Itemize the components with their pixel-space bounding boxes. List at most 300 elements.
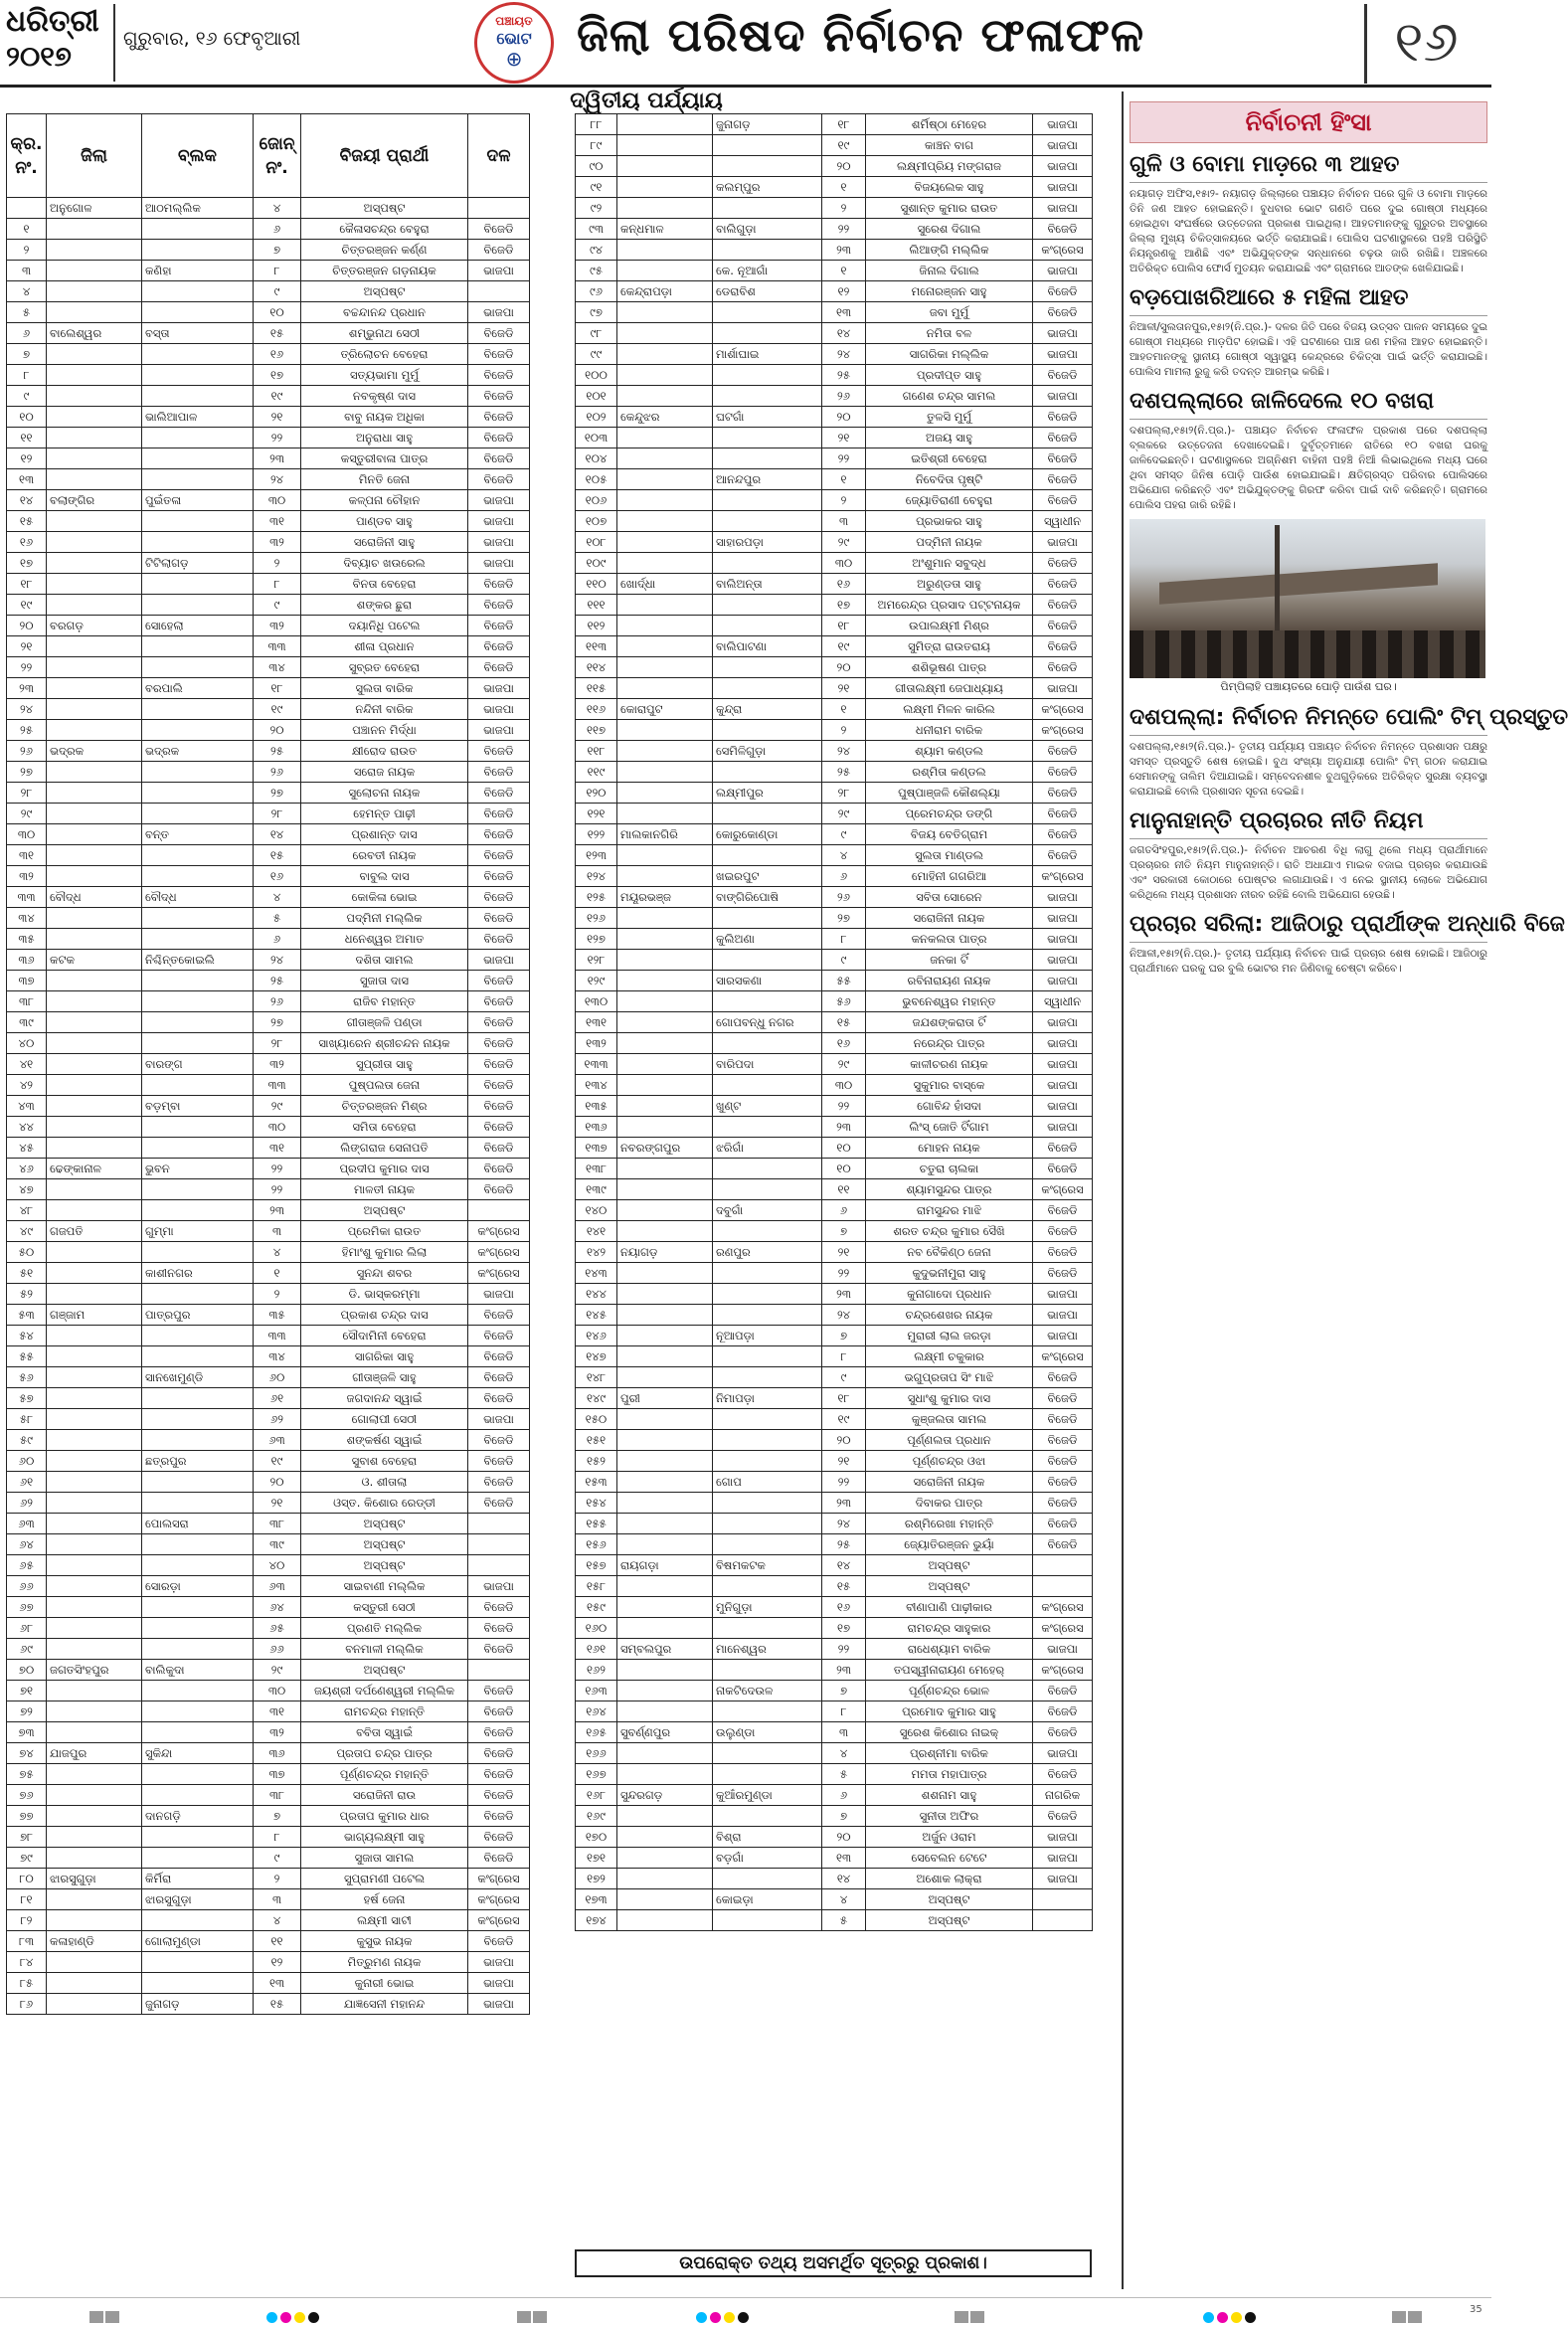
table-row [7, 469, 530, 490]
party-cell: ବିଜେଡି [468, 929, 530, 950]
winner-cell: ତୁଳସି ମୁର୍ମୁ [866, 407, 1033, 428]
table-row [7, 1200, 530, 1221]
winner-cell: ନନ୍ଦିନୀ ବାରିକ [301, 699, 468, 720]
block-cell: ବାଲିପାଟଣା [713, 636, 822, 657]
serial-cell: ୧୦୭ [576, 511, 617, 532]
winner-cell: ସୁଜାତା ସାମଲ [301, 1848, 468, 1869]
district-cell [47, 1200, 142, 1221]
party-cell: ଭାଜପା [468, 1994, 530, 2015]
party-cell: ଭାଜପା [1033, 156, 1093, 177]
zone-cell: ୨୦ [822, 156, 866, 177]
party-cell: ଭାଜପା [468, 720, 530, 741]
winner-cell: ଅସ୍ପଷ୍ଟ [301, 1200, 468, 1221]
winner-cell: ରାମଚନ୍ଦ୍ର ସାହୁକାର [866, 1618, 1033, 1639]
zone-cell: ୨୧ [822, 678, 866, 699]
zone-cell: ୨ [822, 490, 866, 511]
district-cell [617, 991, 713, 1012]
block-cell [142, 657, 254, 678]
district-cell: କଳାହାଣ୍ଡି [47, 1931, 142, 1952]
block-cell [142, 219, 254, 240]
zone-cell: ୬୬ [254, 1639, 301, 1660]
block-cell: ଦାନଗଡ଼ି [142, 1806, 254, 1827]
district-cell [617, 365, 713, 386]
table-row [7, 1764, 530, 1785]
winner-cell: ବବିତା ସ୍ୱାଇଁ [301, 1722, 468, 1743]
zone-cell: ୪୦ [254, 1555, 301, 1576]
district-cell: ମୟୂରଭଞ୍ଜ [617, 887, 713, 908]
winner-cell: ଅସ୍ପଷ୍ଟ [301, 281, 468, 302]
winner-cell: ଲକ୍ଷ୍ମୀ ସାଟୀ [301, 1910, 468, 1931]
serial-cell: ୧୬୧ [576, 1639, 617, 1660]
winner-cell: ଓ. ଶୀତାଲା [301, 1472, 468, 1493]
party-cell [1033, 1576, 1093, 1597]
serial-cell: ୪ [7, 281, 47, 302]
winner-cell: ଅଜୟ ସାହୁ [866, 428, 1033, 448]
winner-cell: ପ୍ରତାପ କୁମାର ଧାର [301, 1806, 468, 1827]
zone-cell: ୧୮ [822, 1388, 866, 1409]
table-row [576, 1388, 1093, 1409]
serial-cell: ୧୨୩ [576, 845, 617, 866]
zone-cell: ୨୫ [822, 762, 866, 783]
block-cell: କୋରୁକୋଣ୍ଡା [713, 824, 822, 845]
district-cell [617, 177, 713, 198]
serial-cell: ୧୭୨ [576, 1869, 617, 1889]
zone-cell: ୮ [822, 1701, 866, 1722]
table-row [576, 1367, 1093, 1388]
block-cell [713, 1430, 822, 1451]
table-row [7, 1701, 530, 1722]
serial-cell: ୧୫୧ [576, 1430, 617, 1451]
winner-cell: ପ୍ରଣତି ମଲ୍ଲିକ [301, 1618, 468, 1639]
winner-cell: ପ୍ରଦୀପ କୁମାର ଦାସ [301, 1159, 468, 1179]
zone-cell: ୧୮ [822, 616, 866, 636]
table-row [576, 1555, 1093, 1576]
block-cell: ବାଲିଗୁଡ଼ା [713, 219, 822, 240]
winner-cell: ତ୍ରିଲୋଚନ ବେହେରା [301, 344, 468, 365]
party-cell: ଭାଜପା [1033, 1326, 1093, 1346]
serial-cell: ୧୨୨ [576, 824, 617, 845]
serial-cell: ୫୧ [7, 1263, 47, 1284]
winner-cell: ସାଖ୍ୟାରେନ ଶ୍ରୀଚନ୍ଦନ ନାୟକ [301, 1033, 468, 1054]
party-cell: ବିଜେଡି [468, 240, 530, 261]
table-row [7, 991, 530, 1012]
zone-cell: ୮ [254, 574, 301, 595]
block-cell [142, 1242, 254, 1263]
district-cell [47, 1451, 142, 1472]
party-cell: ବିଜେଡି [1033, 1263, 1093, 1284]
block-cell: ସାହାରପଡ଼ା [713, 532, 822, 553]
block-cell: ପୁଇଁତଳା [142, 490, 254, 511]
winner-cell: ପୂର୍ଣ୍ଣଚନ୍ଦ୍ର ଓଝା [866, 1451, 1033, 1472]
party-cell: ବିଜେଡି [468, 616, 530, 636]
winner-cell: କୈଳାସଚନ୍ଦ୍ର ବେହୁରା [301, 219, 468, 240]
district-cell [617, 1263, 713, 1284]
district-cell [617, 741, 713, 762]
block-cell [142, 365, 254, 386]
zone-cell: ୨୦ [822, 1827, 866, 1848]
serial-cell: ୯୦ [576, 156, 617, 177]
winner-cell: ଲିଆଙ୍ଗି ମଲ୍ଲିକ [866, 240, 1033, 261]
party-cell [468, 1200, 530, 1221]
zone-cell: ୨୧ [822, 428, 866, 448]
district-cell [617, 1346, 713, 1367]
block-cell [713, 1179, 822, 1200]
serial-cell: ୨୫ [7, 720, 47, 741]
block-cell: ଭୁବନ [142, 1159, 254, 1179]
party-cell: ବିଜେଡି [1033, 1200, 1093, 1221]
district-cell [47, 1722, 142, 1743]
party-cell: ବିଜେଡି [468, 971, 530, 991]
zone-cell: ୧ [254, 1263, 301, 1284]
zone-cell: ୯ [254, 281, 301, 302]
party-cell: ବିଜେଡି [1033, 469, 1093, 490]
block-cell [713, 1346, 822, 1367]
zone-cell: ୧୦ [254, 302, 301, 323]
winner-cell: ପ୍ରତାପ ଚନ୍ଦ୍ର ପାତ୍ର [301, 1743, 468, 1764]
party-cell: ବିଜେଡି [468, 1367, 530, 1388]
district-cell [47, 1263, 142, 1284]
zone-cell: ୧ [822, 469, 866, 490]
serial-cell: ୪୮ [7, 1200, 47, 1221]
table-row [7, 1973, 530, 1994]
district-cell [617, 845, 713, 866]
table-row [7, 678, 530, 699]
zone-cell: ୬ [822, 1200, 866, 1221]
serial-cell: ୫୨ [7, 1284, 47, 1305]
winner-cell: ବିଜୟଲେକ ସାହୁ [866, 177, 1033, 198]
serial-cell: ୨୨ [7, 657, 47, 678]
serial-cell: ୫୮ [7, 1409, 47, 1430]
winner-cell: ଜବା ମୁର୍ମୁ [866, 302, 1033, 323]
winner-cell: ମିନତି ଜେନା [301, 469, 468, 490]
table-row [7, 1534, 530, 1555]
serial-cell: ୧୩୯ [576, 1179, 617, 1200]
registration-marks [89, 2308, 121, 2320]
story-headline: ପ୍ରଚାର ସରିଲା: ଆଜିଠାରୁ ପ୍ରାର୍ଥୀଙ୍କ ଅନ୍ଧାରି ବିଜେ [1130, 911, 1487, 943]
party-cell: କଂଗ୍ରେସ [1033, 1660, 1093, 1681]
serial-cell: ୧୪୮ [576, 1367, 617, 1388]
party-cell: ବିଜେଡି [468, 1493, 530, 1514]
winner-cell: ଇତିଶ୍ରୀ ବେହେରା [866, 448, 1033, 469]
serial-cell: ୪୦ [7, 1033, 47, 1054]
serial-cell: ୧୪୬ [576, 1326, 617, 1346]
district-cell [617, 1534, 713, 1555]
table-row [576, 407, 1093, 428]
logo-main-text: ଭୋଟ [496, 29, 532, 48]
zone-cell: ୩୦ [254, 1117, 301, 1138]
serial-cell: ୩ [7, 261, 47, 281]
district-cell [617, 1367, 713, 1388]
zone-cell: ୨୧ [254, 1493, 301, 1514]
party-cell: ବିଜେଡି [468, 824, 530, 845]
block-cell: ବାଲିଅନ୍ତା [713, 574, 822, 595]
serial-cell: ୪୯ [7, 1221, 47, 1242]
winner-cell: କାଞ୍ଚନ ବାଗ [866, 135, 1033, 156]
table-row [7, 1138, 530, 1159]
party-cell: ଭାଜପା [1033, 1096, 1093, 1117]
serial-cell: ୩୨ [7, 866, 47, 887]
district-cell: ଗଞ୍ଜାମ [47, 1305, 142, 1326]
winner-cell: ଜୟଶ୍ରୀ ଦର୍ପଣେଶ୍ୱରୀ ମଲ୍ଲିକ [301, 1681, 468, 1701]
serial-cell: ୧୧୨ [576, 616, 617, 636]
block-cell [142, 1033, 254, 1054]
block-cell [142, 1952, 254, 1973]
district-cell [47, 553, 142, 574]
block-cell: କୁଆଁରମୁଣ୍ଡା [713, 1785, 822, 1806]
winner-cell: ସୁଜାତା ଦାସ [301, 971, 468, 991]
zone-cell: ୧୫ [254, 323, 301, 344]
party-cell: ବିଜେଡି [468, 1848, 530, 1869]
zone-cell: ୫ [822, 1764, 866, 1785]
zone-cell: ୪ [254, 1910, 301, 1931]
winner-cell: ସବିତା ସୋରେନ [866, 887, 1033, 908]
serial-cell: ୧୧୮ [576, 741, 617, 762]
party-cell: କଂଗ୍ରେସ [1033, 1179, 1093, 1200]
block-cell [713, 1263, 822, 1284]
serial-cell: ୯୧ [576, 177, 617, 198]
zone-cell: ୫ [822, 1910, 866, 1931]
block-cell [142, 720, 254, 741]
block-cell [142, 1388, 254, 1409]
winner-cell: ରବିନାରାୟଣ ନାୟକ [866, 971, 1033, 991]
table-row [7, 1117, 530, 1138]
table-row [576, 574, 1093, 595]
winner-cell: କୁସୁଭ ନାୟକ [301, 1931, 468, 1952]
district-cell [47, 1472, 142, 1493]
block-cell [713, 991, 822, 1012]
table-row [576, 198, 1093, 219]
serial-cell: ୪୧ [7, 1054, 47, 1075]
serial-cell: ୫୬ [7, 1367, 47, 1388]
serial-cell: ୭୯ [7, 1848, 47, 1869]
serial-cell: ୯୩ [576, 219, 617, 240]
serial-cell: ୮୬ [7, 1994, 47, 2015]
table-row [576, 1743, 1093, 1764]
block-cell [142, 991, 254, 1012]
table-row [7, 490, 530, 511]
serial-cell: ୯୮ [576, 323, 617, 344]
serial-cell: ୧୩୨ [576, 1033, 617, 1054]
zone-cell: ୨୬ [822, 386, 866, 407]
district-cell [617, 971, 713, 991]
zone-cell: ୨୫ [822, 1534, 866, 1555]
party-cell: ଭାଜପା [468, 699, 530, 720]
serial-cell: ୧୨୬ [576, 908, 617, 929]
block-cell [142, 1639, 254, 1660]
winner-cell: ଶୀଳା ପ୍ରଧାନ [301, 636, 468, 657]
table-row [576, 866, 1093, 887]
serial-cell: ୧୩୪ [576, 1075, 617, 1096]
block-cell: ସୁକିନ୍ଦା [142, 1743, 254, 1764]
district-cell [47, 1012, 142, 1033]
party-cell: ବିଜେଡି [468, 386, 530, 407]
block-cell [142, 1200, 254, 1221]
district-cell [47, 1388, 142, 1409]
table-row [7, 1597, 530, 1618]
block-cell: କାଶୀନଗର [142, 1263, 254, 1284]
district-cell [47, 845, 142, 866]
table-row [7, 699, 530, 720]
table-row [7, 1493, 530, 1514]
winner-cell: ନମିତା ବଳ [866, 323, 1033, 344]
story-body: ଦଶପଲ୍ଲା,୧୫ା୨(ନି.ପ୍ର.)- ପଞ୍ଚାୟତ ନିର୍ବାଚନ ଫଳାଫଳ ପ୍ରକାଶ ପରେ ଦଶପଲ୍ଲା ବ୍ଲକରେ ଉତ୍ତେଜନା ଦେଖାଦେଇଛି। ଦୁର୍ବୃତ୍ତମାନେ ରାତିରେ ୧୦ ବଖରା ଘରକୁ ଜାଳିଦେଇଛନ୍ତି। ଘଟଣାସ୍ଥଳରେ ଅଗ୍ନିଶମ ବାହିନୀ ପହଞ୍ଚି ନିଆଁ ଲିଭାଇଥିଲେ ମଧ୍ୟ ଘରେ ଥିବା ସମସ୍ତ ଜିନିଷ ପୋଡ଼ି ପାଉଁଶ ହୋଇଯାଇଛି। କ୍ଷତିଗ୍ରସ୍ତ ପରିବାର ପୋଲିସରେ ଅଭିଯୋଗ କରିଛନ୍ତି ଏବଂ ଅଭିଯୁକ୍ତଙ୍କୁ ଗିରଫ କରିବା ପାଇଁ ଦାବି କରିଛନ୍ତି। ଗ୍ରାମରେ ପୋଲିସ ପହରା ଜାରି ରହିଛି। [1130, 425, 1487, 511]
winner-cell: ପାଣ୍ଡବ ସାହୁ [301, 511, 468, 532]
table-row [7, 1722, 530, 1743]
district-cell [47, 1597, 142, 1618]
block-cell [713, 1618, 822, 1639]
zone-cell: ୨୨ [254, 1159, 301, 1179]
serial-cell: ୧୫ [7, 511, 47, 532]
winner-cell: ସୁନନ୍ଦା ଶବର [301, 1263, 468, 1284]
block-cell [713, 1764, 822, 1785]
zone-cell: ୮ [822, 1346, 866, 1367]
winner-cell: ସରୋଜିନୀ ରାଉ [301, 1785, 468, 1806]
table-row [576, 1033, 1093, 1054]
district-cell [617, 1869, 713, 1889]
zone-cell: ୨୯ [822, 532, 866, 553]
print-page-code: 35 [1470, 2304, 1482, 2315]
serial-cell: ୨୩ [7, 678, 47, 699]
serial-cell: ୧୧୯ [576, 762, 617, 783]
winner-cell: ଗୋବିନ୍ଦ ହାଁସଦା [866, 1096, 1033, 1117]
party-cell: ବିଜେଡି [468, 344, 530, 365]
district-cell: ବଲାଙ୍ଗିର [47, 490, 142, 511]
table-row [576, 261, 1093, 281]
table-row [576, 595, 1093, 616]
party-cell: କଂଗ୍ରେସ [1033, 720, 1093, 741]
block-cell [713, 448, 822, 469]
table-row [576, 908, 1093, 929]
block-cell [713, 1159, 822, 1179]
block-cell [713, 1493, 822, 1514]
table-row [576, 699, 1093, 720]
serial-cell: ୩୦ [7, 824, 47, 845]
winner-cell: ଜଗଦାନନ୍ଦ ସ୍ୱାଇଁ [301, 1388, 468, 1409]
col-header-district: ଜିଲା [47, 114, 142, 198]
color-dots [1203, 2308, 1259, 2320]
party-cell: ବିଜେଡି [1033, 553, 1093, 574]
serial-cell: ୭୬ [7, 1785, 47, 1806]
winner-cell: ଗୀତାଞ୍ଜଳି ସାହୁ [301, 1367, 468, 1388]
block-cell [142, 762, 254, 783]
winner-cell: ସୁବ୍ରତ ବେହେରା [301, 657, 468, 678]
winner-cell: ପ୍ରଦୀପ୍ତ ସାହୁ [866, 365, 1033, 386]
block-cell [713, 490, 822, 511]
district-cell: ସୁନ୍ଦରଗଡ଼ [617, 1785, 713, 1806]
district-cell: ଖୋର୍ଦ୍ଧା [617, 574, 713, 595]
zone-cell: ୨୨ [822, 448, 866, 469]
district-cell [47, 344, 142, 365]
block-cell [142, 636, 254, 657]
winner-cell: ପଦ୍ମିନୀ ନାୟକ [866, 532, 1033, 553]
winner-cell: ପ୍ରଶ୍ନୀମା ବାରିକ [866, 1743, 1033, 1764]
winner-cell: ସୁପ୍ରାମଣୀ ପଟେଲ [301, 1869, 468, 1889]
serial-cell: ୭୭ [7, 1806, 47, 1827]
winner-cell: ଯାଜ୍ଞସେନୀ ମହାନନ୍ଦ [301, 1994, 468, 2015]
party-cell: ଭାଜପା [1033, 198, 1093, 219]
zone-cell: ୬୨ [254, 1409, 301, 1430]
winner-cell: ମମତା ମହାପାତ୍ର [866, 1764, 1033, 1785]
district-cell [617, 1075, 713, 1096]
table-row [7, 365, 530, 386]
zone-cell: ୧୩ [254, 1973, 301, 1994]
party-cell: ଭାଜପା [468, 1952, 530, 1973]
serial-cell: ୪୭ [7, 1179, 47, 1200]
district-cell [47, 1681, 142, 1701]
winner-cell: ସୁବାଶ ବେହେରା [301, 1451, 468, 1472]
district-cell [47, 1430, 142, 1451]
party-cell: ଭାଜପା [1033, 887, 1093, 908]
district-cell [617, 783, 713, 804]
serial-cell: ୬୨ [7, 1493, 47, 1514]
zone-cell: ୩୧ [254, 1138, 301, 1159]
serial-cell: ୬୯ [7, 1639, 47, 1660]
zone-cell: ୧ [822, 177, 866, 198]
party-cell: ଭାଜପା [468, 1973, 530, 1994]
table-row [576, 741, 1093, 762]
party-cell [1033, 1889, 1093, 1910]
district-cell [47, 929, 142, 950]
party-cell: ବିଜେଡି [468, 1764, 530, 1785]
winner-cell: ଶଙ୍କର ଛୁରା [301, 595, 468, 616]
zone-cell: ୨୧ [254, 407, 301, 428]
zone-cell: ୨୨ [822, 1263, 866, 1284]
winner-cell: ପ୍ରେମଚନ୍ଦ୍ର ଡଙ୍ଗି [866, 804, 1033, 824]
party-cell: କଂଗ୍ରେସ [468, 1889, 530, 1910]
party-cell: ବିଜେଡି [468, 1931, 530, 1952]
zone-cell: ୨୨ [822, 1639, 866, 1660]
zone-cell: ୩ [254, 1889, 301, 1910]
story-headline: ଦଶପଲ୍ଲା: ନିର୍ବାଚନ ନିମନ୍ତେ ପୋଲିଂ ଟିମ୍ ପ୍ରସ୍ତୁତ [1130, 704, 1487, 736]
party-cell [1033, 1555, 1093, 1576]
table-row [576, 1701, 1093, 1722]
block-cell [142, 1827, 254, 1848]
district-cell: ନୟାଗଡ଼ [617, 1242, 713, 1263]
winner-cell: ଧନେଶ୍ୱର ଅମାତ [301, 929, 468, 950]
party-cell: ବିଜେଡି [1033, 595, 1093, 616]
table-row [576, 1618, 1093, 1639]
block-cell [713, 1451, 822, 1472]
winner-cell: ପ୍ରମୋଦ କୁମାର ସାହୁ [866, 1701, 1033, 1722]
table-row [7, 1472, 530, 1493]
table-row [7, 1639, 530, 1660]
block-cell [713, 1409, 822, 1430]
serial-cell: ୧୬୪ [576, 1701, 617, 1722]
winner-cell: ସୁଲୋଚନା ନାୟକ [301, 783, 468, 804]
party-cell: ଭାଜପା [468, 532, 530, 553]
winner-cell: ମାଳତୀ ନାୟକ [301, 1179, 468, 1200]
serial-cell: ୪୩ [7, 1096, 47, 1117]
party-cell: ଭାଜପା [1033, 1869, 1093, 1889]
district-cell [617, 1033, 713, 1054]
ballot-mark-icon: ⊕ [505, 47, 523, 71]
serial-cell: ୨୪ [7, 699, 47, 720]
table-row [576, 177, 1093, 198]
serial-cell: ୧୩ [7, 469, 47, 490]
district-cell [617, 1660, 713, 1681]
block-cell [713, 1806, 822, 1827]
party-cell [468, 281, 530, 302]
party-cell: ବିଜେଡି [468, 1305, 530, 1326]
block-cell: ନୂଆପଡ଼ା [713, 1326, 822, 1346]
zone-cell: ୨୧ [822, 1451, 866, 1472]
table-row [576, 219, 1093, 240]
party-cell: ବିଜେଡି [468, 469, 530, 490]
serial-cell: ୩୪ [7, 908, 47, 929]
table-row [7, 762, 530, 783]
winner-cell: ଅସ୍ପଷ୍ଟ [866, 1910, 1033, 1931]
serial-cell: ୩୬ [7, 950, 47, 971]
